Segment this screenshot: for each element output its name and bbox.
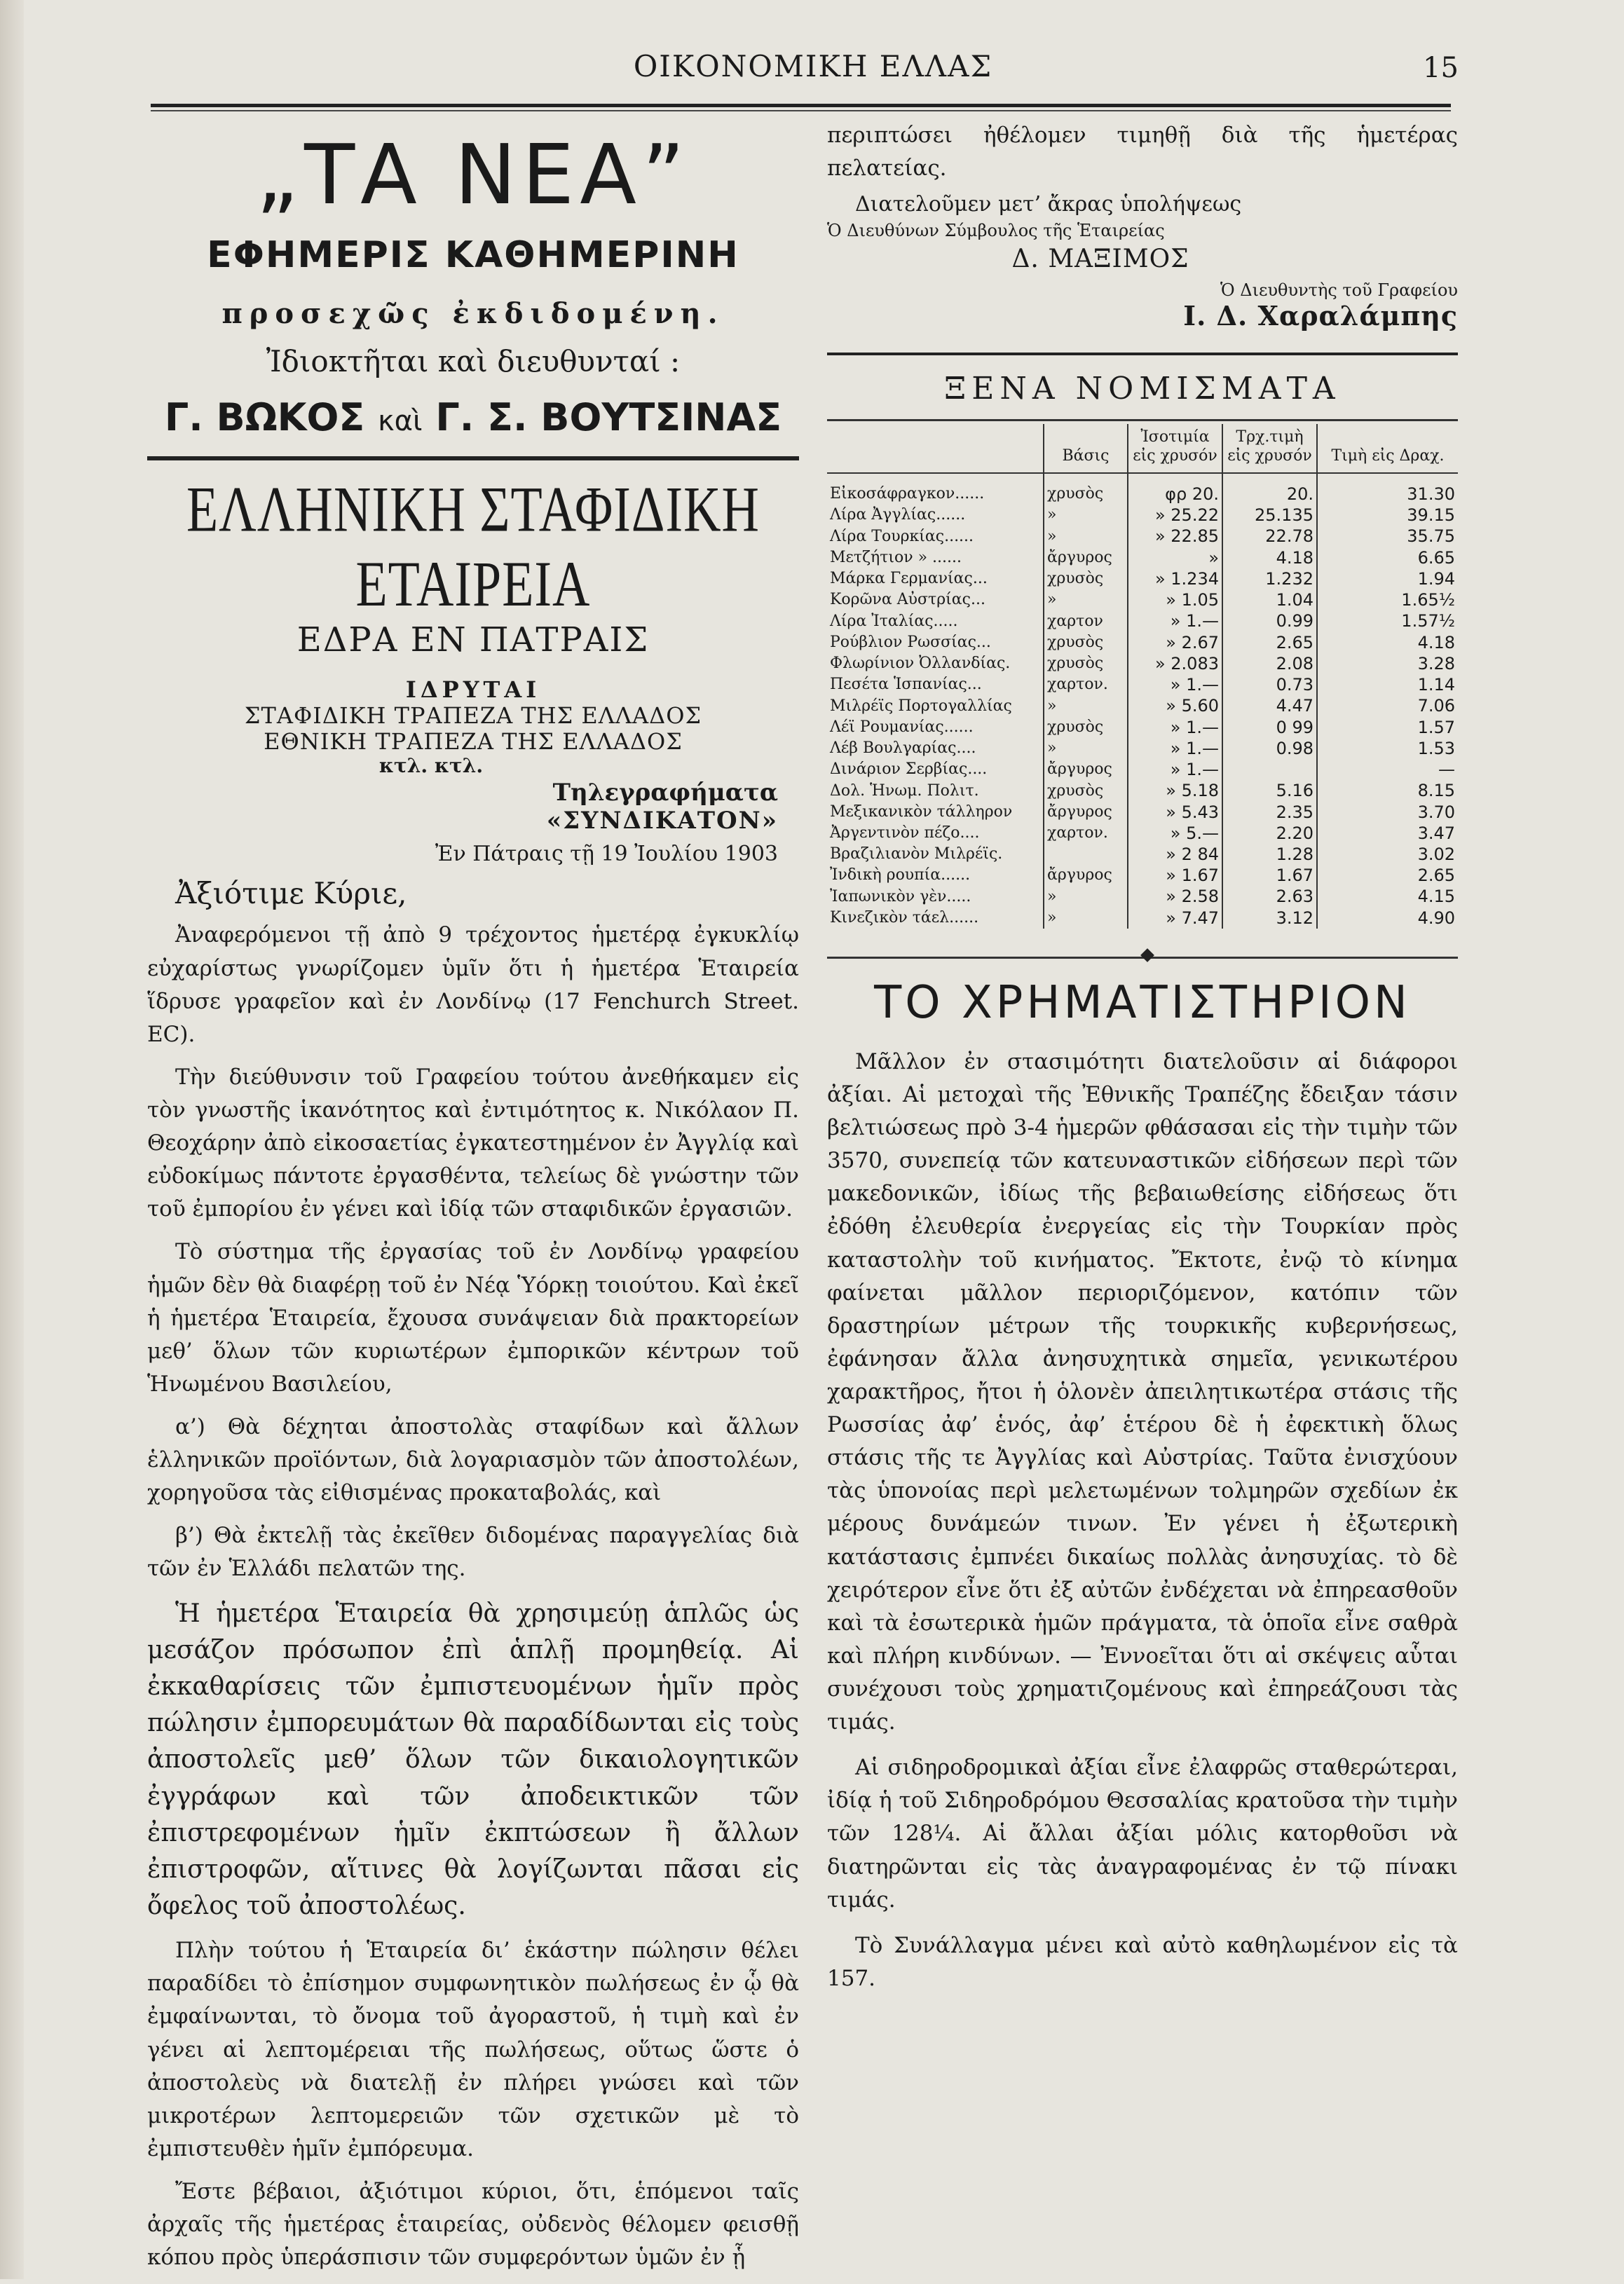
fx-cell-par: » 5.43: [1128, 802, 1222, 823]
letter-date: Ἐν Πάτραις τῇ 19 Ἰουλίου 1903: [435, 842, 778, 867]
fx-cell-par: » 5.18: [1128, 780, 1222, 801]
nea-owner-1: Γ. ΒΩΚΟΣ: [164, 395, 365, 439]
fx-header-row: [827, 424, 1458, 473]
fx-cell-currency: Δινάριον Σερβίας....: [830, 760, 988, 779]
fx-cell-currency: Μιλρέϊς Πορτογαλλίας: [830, 697, 1012, 715]
fx-cell-par: » 5.—: [1128, 823, 1222, 844]
fx-row: [827, 653, 1458, 674]
fx-cell-gold: 2.20: [1222, 823, 1317, 844]
fx-row: [827, 632, 1458, 653]
fx-cell-basis: »: [1044, 589, 1128, 610]
fx-cell-gold: 22.78: [1222, 526, 1317, 547]
fx-title: ΞΕΝΑ ΝΟΜΙΣΜΑΤΑ: [944, 371, 1341, 407]
nea-owned-by: Ἰδιοκτῆται καὶ διευθυνταί :: [266, 343, 681, 378]
fx-cell-par: » 1.234: [1128, 568, 1222, 589]
fx-cell-currency: Εἰκοσάφραγκον......: [830, 485, 985, 503]
fx-cell-basis: »: [1044, 738, 1128, 759]
fx-cell-drachma: 6.65: [1317, 547, 1458, 568]
fx-row: [827, 844, 1458, 865]
fx-cell-gold: 4.47: [1222, 695, 1317, 716]
fx-cell-currency: Πεσέτα Ἱσπανίας...: [830, 676, 982, 694]
nea-owners-and: καὶ: [378, 404, 423, 437]
fx-cell-basis: χαρτον.: [1044, 823, 1128, 844]
fx-row: [827, 589, 1458, 610]
fx-cell-currency: Ἀργεντινὸν πέζο....: [830, 824, 980, 842]
right-column: [827, 119, 1458, 1995]
bourse-paragraph: Αἱ σιδηροδρομικαὶ ἀξίαι εἶνε ἐλαφρῶς σταθερώτεραι, ἰδίᾳ ἡ τοῦ Σιδηροδρόμου Θεσσαλίας κρατοῦσα τὴν τιμὴν τῶν 128¼. Αἱ ἄλλαι ἀξίαι μόλις κατορθοῦσι νὰ διατηρῶνται εἰς τὰς ἀναγραφομένας ἐν τῷ πίνακι τιμάς.: [827, 1755, 1458, 1913]
fx-cell-basis: χαρτον: [1044, 610, 1128, 631]
fx-cell-gold: 2.35: [1222, 802, 1317, 823]
fx-cell-currency: Λίρα Τουρκίας......: [830, 527, 974, 545]
fx-row: [827, 505, 1458, 526]
bourse-paragraph: Μᾶλλον ἐν στασιμότητι διατελοῦσιν αἱ διάφοροι ἀξίαι. Αἱ μετοχαὶ τῆς Ἐθνικῆς Τραπέζης ἔδειξαν τάσιν βελτιώσεως πρὸ 3-4 ἡμερῶν φθάσασαι εἰς τὴν τιμὴν τῶν 3570, συνεπείᾳ τῶν κατευναστικῶν εἰδήσεων περὶ τῶν μακεδονικῶν, ἰδίως τῆς βεβαιωθείσης εἰδήσεως ὅτι ἐδόθη ἐλευθερία ἐνεργείας εἰς τὴν Τουρκίαν πρὸς καταστολὴν τοῦ κινήματος. Ἔκτοτε, ἐνῷ τὸ κίνημα φαίνεται μᾶλλον περιοριζόμενον, κατόπιν τῶν δραστηρίων μέτρων τῆς τουρκικῆς κυβερνήσεως, ἐφάνησαν ἄλλα ἀνησυχητικὰ σημεῖα, γενικωτέρου χαρακτῆρος, ἤτοι ἡ ὁλονὲν ἀπειλητικωτέρα στάσις τῆς Ρωσσίας ἀφ’ ἑνός, ἀφ’ ἑτέρου δὲ ἡ ἐφεκτικὴ ὅλως στάσις τῆς τε Ἀγγλίας καὶ Αὐστρίας. Ταῦτα ἐνισχύουν τὰς ὑπονοίας περὶ μελετωμένων τολμηρῶν σχεδίων ἐκ μέρους δυνάμεών τινων. Ἐν γένει ἡ ἐξωτερικὴ κατάστασις ἐμπνέει δικαίως πολλὰς ἀνησυχίας. τὸ δὲ χειρότερον εἶνε ὅτι ἐξ αὐτῶν ἐνδέχεται νὰ ἐπηρεασθοῦν καὶ τὰ ἐσωτερικὰ ἡμῶν πράγματα, τὰ ὁποῖα εἶνε σαθρὰ καὶ πλήρη κινδύνων. — Ἐννοεῖται ὅτι αἱ σκέψεις αὗται συνέχουσι τοὺς χρηματιζομένους καὶ ἐπηρεάζουσι τὰς τιμάς.: [827, 1048, 1458, 1735]
section-divider: [827, 957, 1458, 959]
fx-cell-drachma: —: [1317, 759, 1458, 780]
signer-2-role: Ὁ Διευθυντὴς τοῦ Γραφείου: [1220, 280, 1458, 301]
fx-cell-drachma: 1.57½: [1317, 610, 1458, 631]
fx-cell-gold: 0.98: [1222, 738, 1317, 759]
fx-cell-par: »: [1128, 547, 1222, 568]
fx-cell-drachma: 8.15: [1317, 780, 1458, 801]
fx-cell-drachma: 7.06: [1317, 695, 1458, 716]
fx-cell-basis: »: [1044, 886, 1128, 907]
fx-cell-basis: χρυσὸς: [1044, 473, 1128, 505]
fx-cell-currency: Λίρα Ἀγγλίας......: [830, 506, 966, 524]
fx-cell-drachma: 3.28: [1317, 653, 1458, 674]
fx-cell-par: » 2.083: [1128, 653, 1222, 674]
fx-cell-currency: Ἰνδικὴ ρουπία......: [830, 866, 971, 884]
fx-cell-currency: Φλωρίνιον Ὀλλανδίας.: [830, 655, 1011, 673]
fx-row: [827, 738, 1458, 759]
fx-cell-basis: »: [1044, 695, 1128, 716]
fx-cell-drachma: 35.75: [1317, 526, 1458, 547]
fx-cell-basis: »: [1044, 908, 1128, 929]
fx-cell-par: » 1.—: [1128, 674, 1222, 695]
fx-cell-drachma: 1.53: [1317, 738, 1458, 759]
fx-cell-gold: 4.18: [1222, 547, 1317, 568]
fx-header-gold: Τρχ.τιμὴ εἰς χρυσόν: [1222, 424, 1317, 473]
fx-cell-drachma: 4.90: [1317, 908, 1458, 929]
fx-cell-drachma: 31.30: [1317, 473, 1458, 505]
fx-row: [827, 526, 1458, 547]
fx-cell-drachma: 1.57: [1317, 717, 1458, 738]
fx-cell-par: φρ 20.: [1128, 473, 1222, 505]
fx-cell-par: » 2 84: [1128, 844, 1222, 865]
fx-cell-gold: 0 99: [1222, 717, 1317, 738]
fx-cell-basis: ἄργυρος: [1044, 865, 1128, 886]
fx-cell-currency: Κορῶνα Αὐστρίας...: [830, 591, 985, 609]
fx-cell-gold: 1.232: [1222, 568, 1317, 589]
fx-cell-gold: 1.28: [1222, 844, 1317, 865]
fx-cell-currency: Λίρα Ἰταλίας.....: [830, 612, 958, 630]
fx-cell-drachma: 1.65½: [1317, 589, 1458, 610]
fx-header-par: Ἰσοτιμία εἰς χρυσόν: [1128, 424, 1222, 473]
fx-cell-par: » 1.—: [1128, 738, 1222, 759]
fx-row: [827, 695, 1458, 716]
letter-closing: Διατελοῦμεν μετ’ ἄκρας ὑπολήψεως: [855, 192, 1242, 217]
founder-1: ΣΤΑΦΙΔΙΚΗ ΤΡΑΠΕΖΑ ΤΗΣ ΕΛΛΑΔΟΣ: [244, 702, 702, 729]
fx-row: [827, 610, 1458, 631]
bourse-title: ΤΟ ΧΡΗΜΑΤΙΣΤΗΡΙΟΝ: [874, 976, 1411, 1029]
fx-cell-par: » 5.60: [1128, 695, 1222, 716]
fx-cell-currency: Μάρκα Γερμανίας...: [830, 570, 988, 588]
fx-cell-gold: 2.65: [1222, 632, 1317, 653]
letter-continuation: περιπτώσει ἠθέλομεν τιμηθῇ διὰ τῆς ἡμετέρας πελατείας.: [827, 123, 1458, 182]
nea-owners: [147, 395, 799, 439]
fx-cell-drachma: 4.18: [1317, 632, 1458, 653]
fx-cell-par: » 2.58: [1128, 886, 1222, 907]
fx-row: [827, 759, 1458, 780]
fx-row: [827, 674, 1458, 695]
fx-row: [827, 717, 1458, 738]
letter-paragraph: Πλὴν τούτου ἡ Ἑταιρεία δι’ ἑκάστην πώλησιν θέλει παραδίδει τὸ ἐπίσημον συμφωνητικὸν πωλήσεως ἐν ᾧ θὰ ἐμφαίνωνται, τὸ ὄνομα τοῦ ἀγοραστοῦ, ἡ τιμὴ καὶ ἐν γένει αἱ λεπτομέρειαι τῆς πωλήσεως, οὕτως ὥστε ὁ ἀποστολεὺς νὰ διατελῇ ἐν πλήρει γνώσει καὶ τῶν μικροτέρων λεπτομερειῶν τῶν σχετικῶν μὲ τὸ ἐμπιστευθὲν ἡμῖν ἐμπόρευμα.: [147, 1938, 799, 2161]
fx-cell-drachma: 1.94: [1317, 568, 1458, 589]
fx-cell-drachma: 2.65: [1317, 865, 1458, 886]
fx-cell-gold: 0.99: [1222, 610, 1317, 631]
fx-cell-basis: »: [1044, 526, 1128, 547]
fx-cell-basis: χρυσὸς: [1044, 568, 1128, 589]
fx-cell-par: » 1.—: [1128, 717, 1222, 738]
fx-cell-currency: Βραζιλιανὸν Μιλρέϊς.: [830, 845, 1003, 863]
fx-cell-drachma: 1.14: [1317, 674, 1458, 695]
letter-paragraph: β’) Θὰ ἐκτελῇ τὰς ἐκεῖθεν διδομένας παραγγελίας διὰ τῶν ἐν Ἑλλάδι πελατῶν της.: [147, 1523, 799, 1582]
section-rule: [147, 456, 799, 460]
nea-advertisement: [147, 126, 799, 439]
fx-cell-gold: 1.04: [1222, 589, 1317, 610]
header-rule-thin: [151, 110, 1451, 111]
page-header: [0, 42, 1624, 105]
section-rule: [827, 353, 1458, 355]
fx-cell-par: » 1.05: [1128, 589, 1222, 610]
header-rule: [151, 104, 1451, 107]
signer-1-name: Δ. ΜΑΞΙΜΟΣ: [1011, 245, 1189, 274]
letter-salutation: Ἀξιότιμε Κύριε,: [175, 876, 407, 911]
fx-cell-basis: ἄργυρος: [1044, 802, 1128, 823]
fx-row: [827, 865, 1458, 886]
fx-header-basis: Βάσις: [1044, 424, 1128, 473]
fx-cell-drachma: 3.70: [1317, 802, 1458, 823]
letter-paragraph: Ἡ ἡμετέρα Ἑταιρεία θὰ χρησιμεύῃ ἁπλῶς ὡς μεσάζον πρόσωπον ἐπὶ ἁπλῇ προμηθείᾳ. Αἱ ἐκκαθαρίσεις τῶν ἐμπιστευομένων ἡμῖν πρὸς πώλησιν ἐμπορευμάτων θὰ παραδίδωνται εἰς τοὺς ἀποστολεῖς μεθ’ ὅλων τῶν δικαιολογητικῶν ἐγγράφων καὶ τῶν ἀποδεικτικῶν τῶν ἐπιστρεφομένων ἡμῖν ἐκπτώσεων ἢ ἄλλων ἐπιστροφῶν, αἵτινες θὰ λογίζωνται πᾶσαι εἰς ὄφελος τοῦ ἀποστολέως.: [147, 1599, 799, 1921]
letter-paragraph: Τὸ σύστημα τῆς ἐργασίας τοῦ ἐν Λονδίνῳ γραφείου ἡμῶν δὲν θὰ διαφέρῃ τοῦ ἐν Νέᾳ Ὑόρκῃ τοιούτου. Καὶ ἐκεῖ ἡ ἡμετέρα Ἑταιρεία, ἔχουσα συνάψειαν διὰ πρακτορείων μεθ’ ὅλων τῶν κυριωτέρων ἐμπορικῶν κέντρων τοῦ Ἡνωμένου Βασιλείου,: [147, 1239, 799, 1397]
fx-row: [827, 473, 1458, 505]
fx-cell-gold: 25.135: [1222, 505, 1317, 526]
fx-cell-basis: ἄργυρος: [1044, 759, 1128, 780]
fx-cell-currency: Ρούβλιον Ρωσσίας...: [830, 633, 991, 651]
fx-cell-currency: Ἰαπωνικὸν γὲν.....: [830, 887, 971, 905]
nea-owner-2: Γ. Σ. ΒΟΥΤΣΙΝΑΣ: [435, 395, 782, 439]
letter-paragraph: Ἀναφερόμενοι τῇ ἀπὸ 9 τρέχοντος ἡμετέρᾳ ἐγκυκλίῳ εὐχαρίστως γνωρίζομεν ὑμῖν ὅτι ἡ ἡμετέρα Ἑταιρεία ἵδρυσε γραφεῖον καὶ ἐν Λονδίνῳ (17 Fenchurch Street. EC).: [147, 922, 799, 1047]
fx-row: [827, 908, 1458, 929]
fx-row: [827, 802, 1458, 823]
fx-cell-drachma: 39.15: [1317, 505, 1458, 526]
founder-2: ΕΘΝΙΚΗ ΤΡΑΠΕΖΑ ΤΗΣ ΕΛΛΑΔΟΣ: [264, 727, 683, 755]
bourse-paragraph: Τὸ Συνάλλαγμα μένει καὶ αὐτὸ καθηλωμένον εἰς τὰ 157.: [827, 1932, 1458, 1991]
nea-subtitle: ΕΦΗΜΕΡΙΣ ΚΑΘΗΜΕΡΙΝΗ: [207, 233, 739, 276]
fx-cell-gold: [1222, 759, 1317, 780]
fx-cell-currency: Κινεζικὸν τάελ......: [830, 908, 979, 926]
fx-cell-basis: χρυσὸς: [1044, 632, 1128, 653]
fx-cell-basis: [1044, 844, 1128, 865]
fx-cell-drachma: 3.47: [1317, 823, 1458, 844]
company-seat: ΕΔΡΑ ΕΝ ΠΑΤΡΑΙΣ: [296, 620, 650, 659]
telegram-address: «ΣΥΝΔΙΚΑΤΟΝ»: [546, 807, 778, 835]
fx-cell-currency: Δολ. Ἡνωμ. Πολιτ.: [830, 781, 979, 800]
running-title: ΟΙΚΟΝΟΜΙΚΗ ΕΛΛΑΣ: [633, 49, 993, 83]
fx-table: [827, 424, 1458, 929]
fx-row: [827, 886, 1458, 907]
fx-row: [827, 568, 1458, 589]
nea-title: „ΤΑ ΝΕΑ”: [255, 126, 691, 223]
fx-cell-par: » 7.47: [1128, 908, 1222, 929]
telegrams-label: Τηλεγραφήματα: [552, 779, 778, 807]
letter-paragraph: α’) Θὰ δέχηται ἀποστολὰς σταφίδων καὶ ἄλλων ἑλληνικῶν προϊόντων, διὰ λογαριασμὸν τῶν ἀποστολέων, χορηγοῦσα τὰς εἰθισμένας προκαταβολάς, καὶ: [147, 1414, 799, 1506]
company-letterhead: [147, 473, 799, 867]
fx-table-body: [827, 473, 1458, 929]
fx-cell-gold: 20.: [1222, 473, 1317, 505]
fx-cell-gold: 2.08: [1222, 653, 1317, 674]
signer-1-role: Ὁ Διευθύνων Σύμβουλος τῆς Ἑταιρείας: [827, 221, 1165, 241]
fx-cell-par: » 22.85: [1128, 526, 1222, 547]
fx-header-drachma: Τιμὴ εἰς Δραχ.: [1317, 424, 1458, 473]
fx-cell-basis: »: [1044, 505, 1128, 526]
fx-cell-gold: 5.16: [1222, 780, 1317, 801]
fx-cell-basis: χρυσὸς: [1044, 780, 1128, 801]
signer-2-name: Ι. Δ. Χαραλάμπης: [1183, 300, 1458, 332]
fx-cell-par: » 1.67: [1128, 865, 1222, 886]
fx-cell-currency: Μεξικανικὸν τάλληρον: [830, 802, 1013, 821]
nea-upcoming: προσεχῶς ἐκδιδομένη.: [221, 296, 725, 330]
fx-cell-currency: Λέβ Βουλγαρίας....: [830, 739, 976, 758]
page-number: 15: [1423, 52, 1459, 84]
fx-cell-basis: χρυσὸς: [1044, 653, 1128, 674]
fx-row: [827, 780, 1458, 801]
fx-cell-gold: 0.73: [1222, 674, 1317, 695]
fx-cell-currency: Λέϊ Ρουμανίας......: [830, 718, 974, 736]
founders-heading: ΙΔΡΥΤΑΙ: [405, 676, 541, 703]
fx-cell-drachma: 3.02: [1317, 844, 1458, 865]
fx-cell-basis: ἄργυρος: [1044, 547, 1128, 568]
diamond-ornament: [1140, 948, 1154, 962]
company-name: ΕΛΛΗΝΙΚΗ ΣΤΑΦΙΔΙΚΗ ΕΤΑΙΡΕΙΑ: [186, 474, 760, 620]
left-column: [147, 119, 799, 2284]
founders-etc: κτλ. κτλ.: [378, 754, 484, 778]
fx-cell-currency: Μετζήτιον » ......: [830, 548, 962, 566]
fx-cell-gold: 1.67: [1222, 865, 1317, 886]
fx-cell-par: » 1.—: [1128, 759, 1222, 780]
fx-row: [827, 547, 1458, 568]
fx-cell-par: » 1.—: [1128, 610, 1222, 631]
fx-cell-basis: χρυσὸς: [1044, 717, 1128, 738]
letter-paragraph: Ἔστε βέβαιοι, ἀξιότιμοι κύριοι, ὅτι, ἑπόμενοι ταῖς ἀρχαῖς τῆς ἡμετέρας ἑταιρείας, οὐδενὸς θέλομεν φεισθῇ κόπου πρὸς ὑπεράσπισιν τῶν συμφερόντων ὑμῶν ἐν ᾗ: [147, 2179, 799, 2271]
fx-cell-gold: 3.12: [1222, 908, 1317, 929]
fx-header-currency: [827, 424, 1044, 473]
fx-cell-par: » 2.67: [1128, 632, 1222, 653]
fx-cell-drachma: 4.15: [1317, 886, 1458, 907]
fx-cell-gold: 2.63: [1222, 886, 1317, 907]
fx-title-rule: [827, 419, 1458, 421]
fx-row: [827, 823, 1458, 844]
letter-paragraph: Τὴν διεύθυνσιν τοῦ Γραφείου τούτου ἀνεθήκαμεν εἰς τὸν γνωστῆς ἱκανότητος καὶ ἐντιμότητος κ. Νικόλαον Π. Θεοχάρην ἀπὸ εἰκοσαετίας ἐγκατεστημένον ἐν Ἀγγλίᾳ καὶ εὐδοκίμως πάντοτε ἐργασθέντα, τελείως δὲ γνώστην τῶν τοῦ ἐμπορίου ἐν γένει καὶ ἰδίᾳ τῶν σταφιδικῶν ἐργασιῶν.: [147, 1064, 799, 1222]
page-spine-edge: [0, 0, 24, 2279]
fx-cell-basis: χαρτον.: [1044, 674, 1128, 695]
fx-cell-par: » 25.22: [1128, 505, 1222, 526]
